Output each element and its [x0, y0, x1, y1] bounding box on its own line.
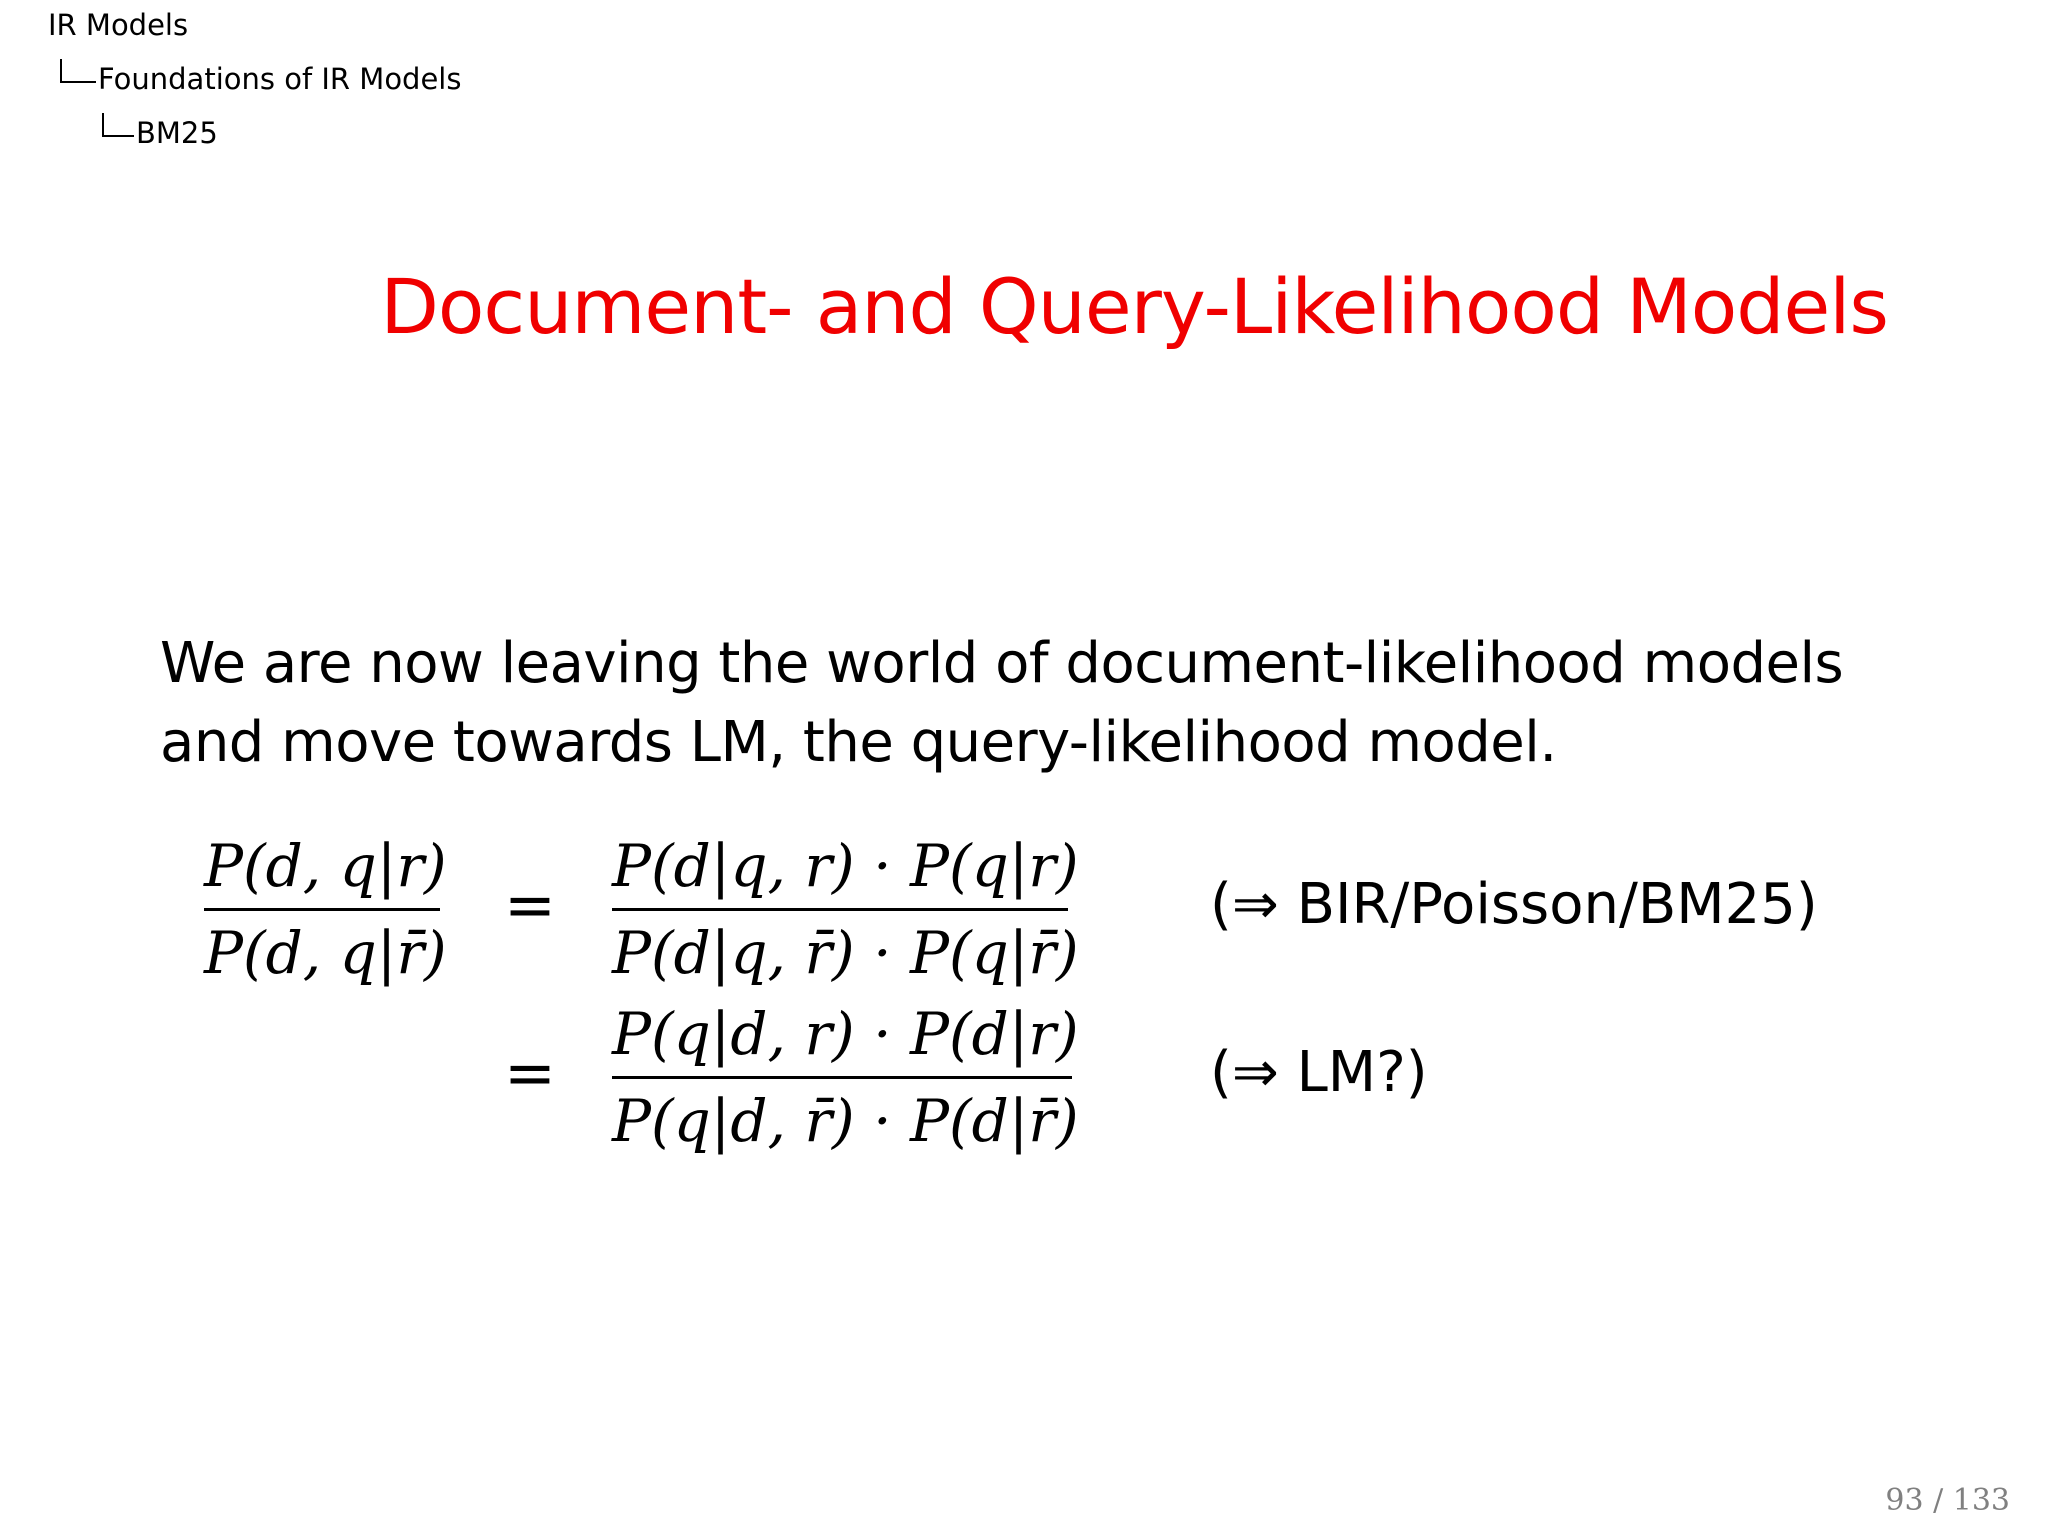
lhs-numerator: P(d, q|r) [204, 832, 447, 900]
rhs2-note: (⇒ LM?) [1210, 1040, 1428, 1105]
breadcrumb-level-3 [102, 116, 218, 150]
breadcrumb-level-1 [48, 8, 188, 42]
rhs2-fraction [612, 996, 1079, 1159]
lhs-fraction [204, 828, 447, 991]
rhs2-denominator: P(q|d, r̄) · P(d|r̄) [612, 1087, 1079, 1155]
lhs-denominator: P(d, q|r̄) [204, 919, 447, 987]
slide-title: Document- and Query-Likelihood Models [380, 262, 1888, 351]
breadcrumb-level-1-label: IR Models [48, 8, 189, 42]
equals-sign-1: = [504, 868, 556, 941]
breadcrumb-level-3-label: BM25 [136, 116, 218, 150]
rhs1-fraction [612, 828, 1079, 991]
page-number: 93 / 133 [1885, 1483, 2010, 1518]
breadcrumb-level-2 [60, 62, 461, 96]
tree-branch-icon [102, 113, 134, 137]
rhs1-denominator: P(d|q, r̄) · P(q|r̄) [612, 919, 1079, 987]
breadcrumb-level-2-label: Foundations of IR Models [98, 62, 462, 96]
tree-branch-icon [60, 59, 96, 83]
slide-body-text: We are now leaving the world of document-likelihood models and move towards LM, the query-likelihood model. [160, 631, 1844, 775]
equals-sign-2: = [504, 1036, 556, 1109]
rhs1-note: (⇒ BIR/Poisson/BM25) [1210, 872, 1818, 937]
fraction-bar [612, 1076, 1072, 1079]
rhs2-numerator: P(q|d, r) · P(d|r) [612, 1000, 1079, 1068]
fraction-bar [204, 908, 440, 911]
fraction-bar [612, 908, 1068, 911]
rhs1-numerator: P(d|q, r) · P(q|r) [612, 832, 1079, 900]
